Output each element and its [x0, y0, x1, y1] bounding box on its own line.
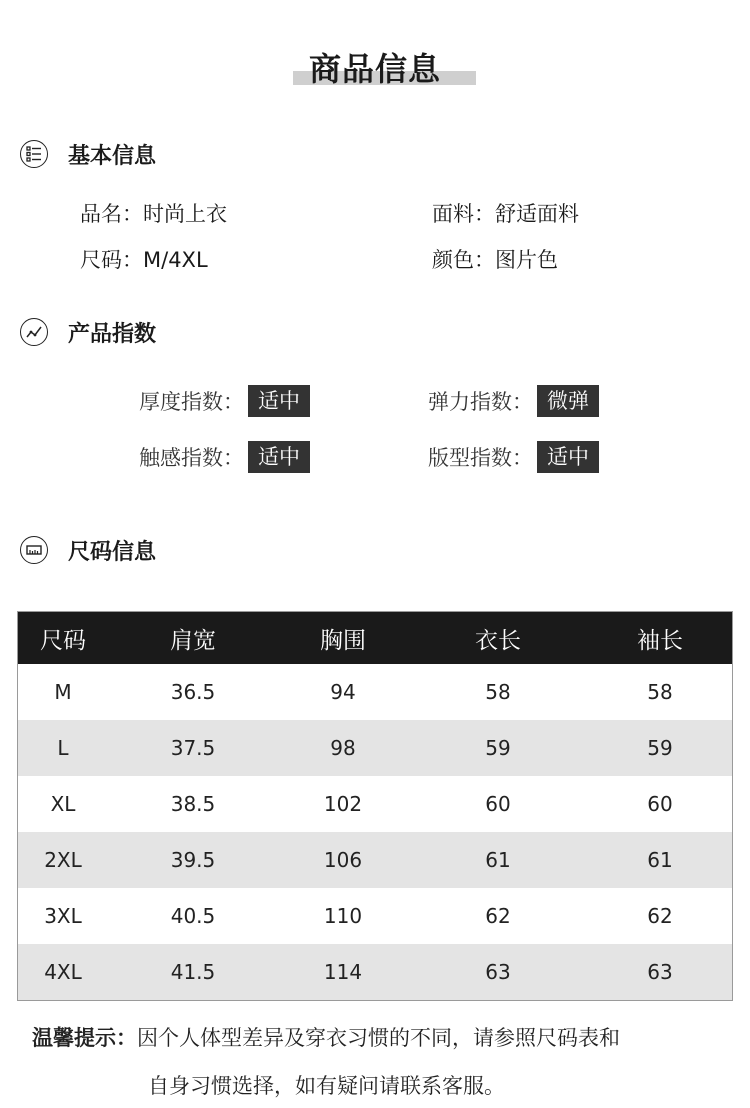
table-cell: 58 [647, 680, 673, 704]
table-cell: 3XL [44, 904, 82, 928]
table-cell: 106 [323, 848, 363, 872]
table-cell: 39.5 [170, 848, 216, 872]
elasticity-label: 弹力指数： [428, 390, 533, 414]
color-value: 图片色 [495, 248, 558, 272]
elasticity-value-badge: 微弹 [537, 385, 599, 417]
table-cell: 59 [485, 736, 511, 760]
color-field [432, 244, 558, 274]
size-value: M/4XL [143, 248, 208, 272]
fit-label: 版型指数： [428, 446, 533, 470]
table-cell: 4XL [44, 960, 82, 984]
fabric-label: 面料： [432, 202, 495, 226]
ruler-icon [20, 536, 48, 564]
table-cell: 102 [323, 792, 363, 816]
table-cell: 41.5 [170, 960, 216, 984]
table-cell: 61 [485, 848, 511, 872]
table-cell: 94 [330, 680, 356, 704]
table-cell: 62 [647, 904, 673, 928]
size-table [17, 611, 733, 1001]
thickness-value-badge: 适中 [248, 385, 310, 417]
table-row [18, 832, 732, 888]
table-cell: XL [50, 792, 76, 816]
tip-line-2 [148, 1070, 505, 1100]
product-name-value: 时尚上衣 [143, 202, 227, 226]
thickness-label: 厚度指数： [139, 390, 244, 414]
tip-text-1: 因个人体型差异及穿衣习惯的不同，请参照尺码表和 [137, 1026, 620, 1050]
fit-value-badge: 适中 [537, 441, 599, 473]
page-title: 商品信息 [308, 50, 441, 88]
table-cell: 40.5 [170, 904, 216, 928]
table-cell: M [54, 680, 72, 704]
size-field [80, 244, 208, 274]
product-name-field [80, 198, 227, 228]
basic-info-heading: 基本信息 [68, 143, 157, 169]
table-cell: L [57, 736, 69, 760]
page-title-block [0, 44, 750, 94]
trend-icon [20, 318, 48, 346]
table-cell: 98 [330, 736, 356, 760]
table-header-cell: 衣长 [475, 627, 521, 654]
size-label: 尺码： [80, 248, 143, 272]
fabric-value: 舒适面料 [495, 202, 579, 226]
table-cell: 2XL [44, 848, 82, 872]
table-cell: 110 [323, 904, 363, 928]
table-row [18, 664, 732, 720]
table-row [18, 944, 732, 1000]
table-row [18, 720, 732, 776]
tip-text-2: 自身习惯选择，如有疑问请联系客服。 [148, 1074, 505, 1098]
touch-label: 触感指数： [139, 446, 244, 470]
table-cell: 38.5 [170, 792, 216, 816]
color-label: 颜色： [432, 248, 495, 272]
product-name-label: 品名： [80, 202, 143, 226]
elasticity-index [428, 384, 599, 418]
tip-label: 温馨提示： [32, 1026, 137, 1050]
touch-index [139, 440, 310, 474]
table-cell: 60 [485, 792, 511, 816]
table-row [18, 888, 732, 944]
table-row [18, 776, 732, 832]
table-cell: 60 [647, 792, 673, 816]
fabric-field [432, 198, 579, 228]
table-header-row [18, 612, 732, 664]
table-cell: 61 [647, 848, 673, 872]
table-cell: 62 [485, 904, 511, 928]
table-cell: 37.5 [170, 736, 216, 760]
table-header-cell: 尺码 [40, 627, 86, 654]
table-cell: 59 [647, 736, 673, 760]
touch-value-badge: 适中 [248, 441, 310, 473]
table-cell: 36.5 [170, 680, 216, 704]
table-header-cell: 肩宽 [170, 627, 216, 654]
thickness-index [139, 384, 310, 418]
table-header-cell: 胸围 [320, 627, 366, 654]
tip-line-1 [32, 1022, 620, 1052]
size-info-header [20, 534, 156, 566]
size-info-heading: 尺码信息 [68, 539, 157, 565]
list-icon [20, 140, 48, 168]
table-header-cell: 袖长 [637, 627, 683, 654]
table-cell: 58 [485, 680, 511, 704]
product-index-heading: 产品指数 [68, 321, 157, 347]
fit-index [428, 440, 599, 474]
basic-info-header [20, 138, 156, 170]
table-cell: 63 [647, 960, 673, 984]
product-index-header [20, 316, 156, 348]
table-cell: 63 [485, 960, 511, 984]
table-cell: 114 [323, 960, 363, 984]
